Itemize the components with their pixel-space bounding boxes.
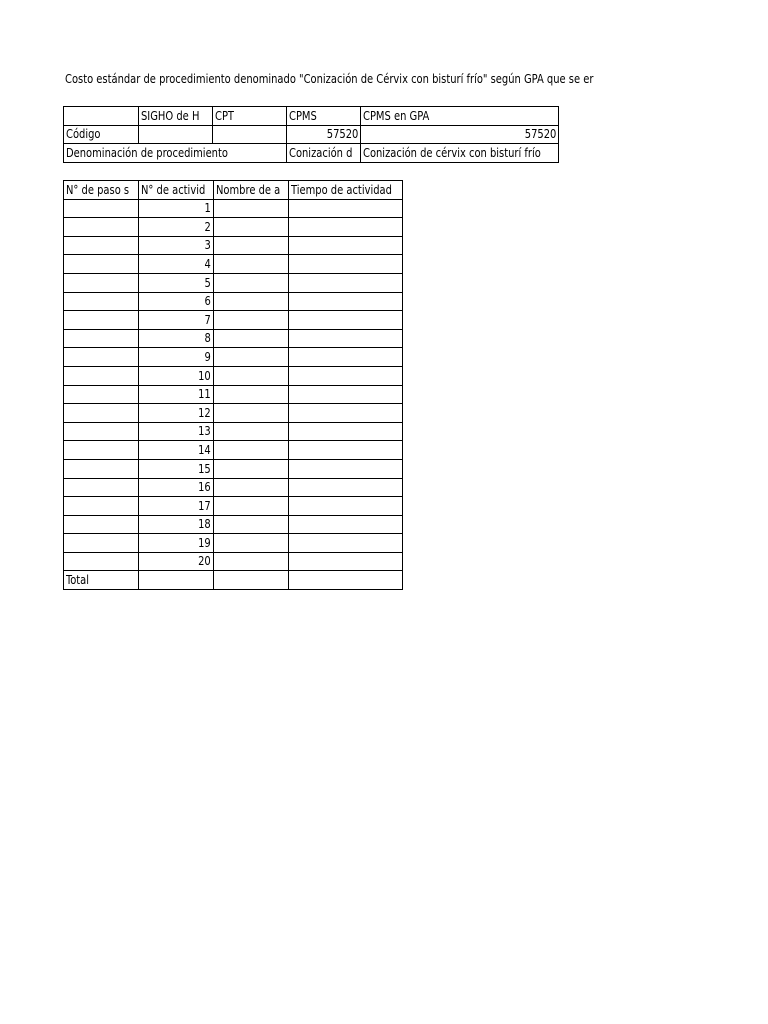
info-header-empty[interactable] (64, 107, 139, 126)
tiempo-actividad-cell[interactable] (288, 348, 403, 367)
table-row (64, 552, 403, 571)
header-nombre-actividad[interactable]: Nombre de a (213, 181, 288, 200)
tiempo-actividad-cell[interactable] (288, 497, 403, 516)
activity-steps-table (63, 180, 403, 590)
table-row (64, 218, 403, 237)
actividad-num-cell[interactable]: 19 (139, 534, 214, 553)
tiempo-actividad-cell[interactable] (288, 515, 403, 534)
denominacion-cpms-gpa-cell[interactable]: Conización de cérvix con bisturí frío (361, 144, 559, 163)
tiempo-actividad-cell[interactable] (288, 385, 403, 404)
nombre-actividad-cell[interactable] (213, 459, 288, 478)
table-row (64, 311, 403, 330)
tiempo-actividad-cell[interactable] (288, 311, 403, 330)
table-row (64, 534, 403, 553)
tiempo-actividad-cell[interactable] (288, 273, 403, 292)
nombre-actividad-cell[interactable] (213, 273, 288, 292)
actividad-num-cell[interactable]: 1 (139, 199, 214, 218)
tiempo-actividad-cell[interactable] (288, 534, 403, 553)
tiempo-actividad-cell[interactable] (288, 441, 403, 460)
tiempo-actividad-cell[interactable] (288, 255, 403, 274)
paso-cell[interactable] (64, 497, 139, 516)
table-row (64, 366, 403, 385)
table-row (64, 255, 403, 274)
total-nombre-cell[interactable] (213, 571, 288, 590)
nombre-actividad-cell[interactable] (213, 199, 288, 218)
paso-cell[interactable] (64, 552, 139, 571)
tiempo-actividad-cell[interactable] (288, 404, 403, 423)
table-row (64, 385, 403, 404)
nombre-actividad-cell[interactable] (213, 329, 288, 348)
actividad-num-cell[interactable]: 13 (139, 422, 214, 441)
actividad-num-cell[interactable]: 16 (139, 478, 214, 497)
actividad-num-cell[interactable]: 20 (139, 552, 214, 571)
actividad-num-cell[interactable]: 7 (139, 311, 214, 330)
nombre-actividad-cell[interactable] (213, 422, 288, 441)
paso-cell[interactable] (64, 534, 139, 553)
table-row (64, 404, 403, 423)
paso-cell[interactable] (64, 311, 139, 330)
tiempo-actividad-cell[interactable] (288, 292, 403, 311)
actividad-num-cell[interactable]: 3 (139, 236, 214, 255)
info-header-cpt[interactable]: CPT (213, 107, 287, 126)
actividad-num-cell[interactable]: 10 (139, 366, 214, 385)
table-row (64, 236, 403, 255)
paso-cell[interactable] (64, 218, 139, 237)
actividad-num-cell[interactable]: 17 (139, 497, 214, 516)
info-header-cpms[interactable]: CPMS (287, 107, 361, 126)
header-tiempo-actividad[interactable]: Tiempo de actividad (288, 181, 403, 200)
nombre-actividad-cell[interactable] (213, 404, 288, 423)
table-row (64, 459, 403, 478)
paso-cell[interactable] (64, 329, 139, 348)
nombre-actividad-cell[interactable] (213, 255, 288, 274)
total-tiempo-cell[interactable] (288, 571, 403, 590)
paso-cell[interactable] (64, 348, 139, 367)
nombre-actividad-cell[interactable] (213, 497, 288, 516)
table-row (64, 292, 403, 311)
paso-cell[interactable] (64, 199, 139, 218)
info-header-cpms-gpa[interactable]: CPMS en GPA (361, 107, 559, 126)
paso-cell[interactable] (64, 236, 139, 255)
paso-cell[interactable] (64, 459, 139, 478)
actividad-num-cell[interactable]: 5 (139, 273, 214, 292)
paso-cell[interactable] (64, 404, 139, 423)
actividad-num-cell[interactable]: 18 (139, 515, 214, 534)
document-title: Costo estándar de procedimiento denominado "Conización de Cérvix con bisturí frío" según GPA que se er (65, 72, 594, 86)
total-row (64, 571, 403, 590)
paso-cell[interactable] (64, 273, 139, 292)
steps-header-row (64, 181, 403, 200)
paso-cell[interactable] (64, 292, 139, 311)
nombre-actividad-cell[interactable] (213, 366, 288, 385)
nombre-actividad-cell[interactable] (213, 515, 288, 534)
actividad-num-cell[interactable]: 15 (139, 459, 214, 478)
paso-cell[interactable] (64, 255, 139, 274)
actividad-num-cell[interactable]: 4 (139, 255, 214, 274)
procedure-info-table (63, 106, 559, 163)
info-header-row (64, 107, 559, 126)
paso-cell[interactable] (64, 366, 139, 385)
paso-cell[interactable] (64, 478, 139, 497)
info-header-sigho[interactable]: SIGHO de H (139, 107, 213, 126)
table-row (64, 348, 403, 367)
total-label[interactable]: Total (64, 571, 139, 590)
info-codigo-row (64, 125, 559, 144)
actividad-num-cell[interactable]: 9 (139, 348, 214, 367)
denominacion-cpms-cell[interactable]: Conización d (287, 144, 361, 163)
total-actividad-cell[interactable] (139, 571, 214, 590)
nombre-actividad-cell[interactable] (213, 348, 288, 367)
codigo-cpt-cell[interactable] (213, 125, 287, 144)
nombre-actividad-cell[interactable] (213, 236, 288, 255)
nombre-actividad-cell[interactable] (213, 534, 288, 553)
tiempo-actividad-cell[interactable] (288, 552, 403, 571)
tiempo-actividad-cell[interactable] (288, 218, 403, 237)
nombre-actividad-cell[interactable] (213, 218, 288, 237)
actividad-num-cell[interactable]: 2 (139, 218, 214, 237)
codigo-cpms-cell[interactable]: 57520 (287, 125, 361, 144)
actividad-num-cell[interactable]: 6 (139, 292, 214, 311)
table-row (64, 441, 403, 460)
table-row (64, 199, 403, 218)
paso-cell[interactable] (64, 385, 139, 404)
nombre-actividad-cell[interactable] (213, 441, 288, 460)
paso-cell[interactable] (64, 515, 139, 534)
table-row (64, 422, 403, 441)
nombre-actividad-cell[interactable] (213, 385, 288, 404)
table-row (64, 329, 403, 348)
paso-cell[interactable] (64, 441, 139, 460)
tiempo-actividad-cell[interactable] (288, 366, 403, 385)
table-row (64, 515, 403, 534)
actividad-num-cell[interactable]: 11 (139, 385, 214, 404)
codigo-label[interactable]: Código (64, 125, 139, 144)
info-denominacion-row (64, 144, 559, 163)
nombre-actividad-cell[interactable] (213, 478, 288, 497)
tiempo-actividad-cell[interactable] (288, 329, 403, 348)
tiempo-actividad-cell[interactable] (288, 478, 403, 497)
paso-cell[interactable] (64, 422, 139, 441)
tiempo-actividad-cell[interactable] (288, 199, 403, 218)
table-row (64, 478, 403, 497)
nombre-actividad-cell[interactable] (213, 311, 288, 330)
codigo-cpms-gpa-cell[interactable]: 57520 (361, 125, 559, 144)
table-row (64, 497, 403, 516)
actividad-num-cell[interactable]: 12 (139, 404, 214, 423)
header-actividad-num[interactable]: N° de activid (139, 181, 214, 200)
nombre-actividad-cell[interactable] (213, 552, 288, 571)
actividad-num-cell[interactable]: 8 (139, 329, 214, 348)
nombre-actividad-cell[interactable] (213, 292, 288, 311)
tiempo-actividad-cell[interactable] (288, 422, 403, 441)
table-row (64, 273, 403, 292)
actividad-num-cell[interactable]: 14 (139, 441, 214, 460)
codigo-sigho-cell[interactable] (139, 125, 213, 144)
header-paso[interactable]: N° de paso s (64, 181, 139, 200)
denominacion-label[interactable]: Denominación de procedimiento (64, 144, 287, 163)
tiempo-actividad-cell[interactable] (288, 236, 403, 255)
tiempo-actividad-cell[interactable] (288, 459, 403, 478)
